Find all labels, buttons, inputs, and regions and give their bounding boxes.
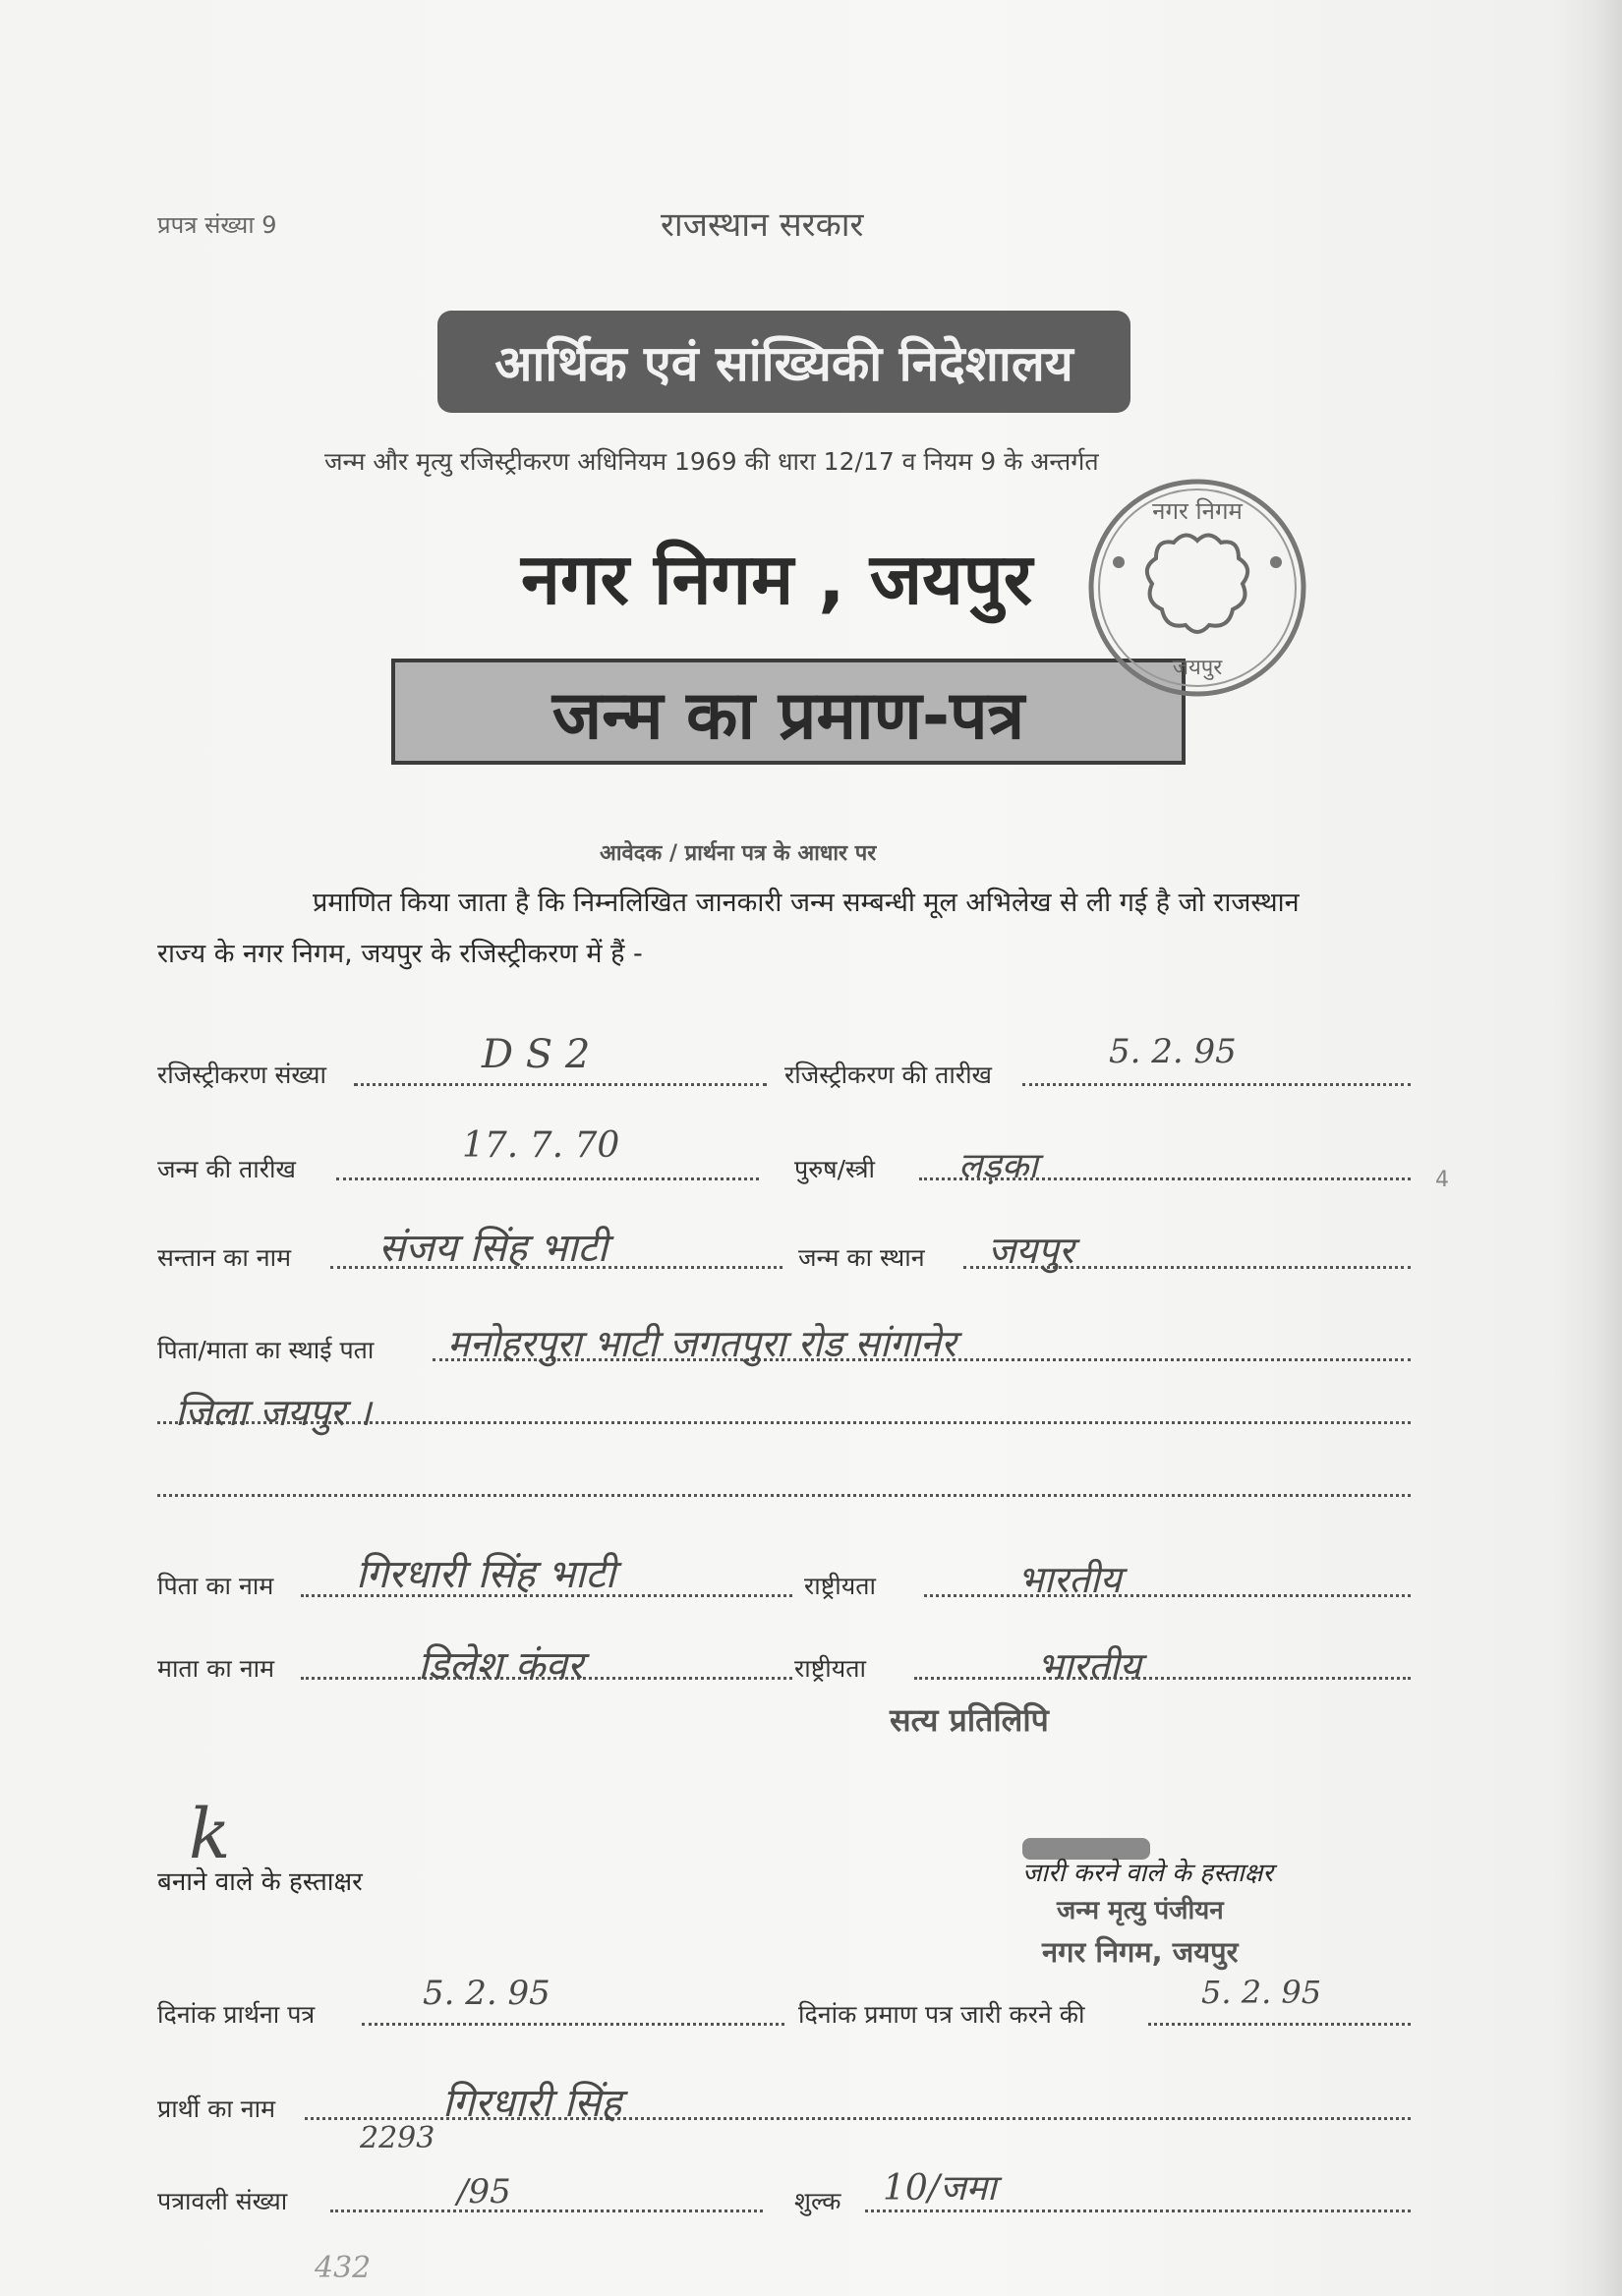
mother-nationality-label: राष्ट्रीयता	[794, 1654, 867, 1683]
file-no-line	[330, 2210, 763, 2212]
issuer-designation: जन्म मृत्यु पंजीयन	[1057, 1896, 1224, 1925]
mother-value: डिलेश कंवर	[418, 1643, 584, 1689]
file-no-value-top: 2293	[360, 2121, 435, 2155]
certificate-title: जन्म का प्रमाण-पत्र	[391, 659, 1186, 765]
father-label: पिता का नाम	[157, 1572, 274, 1600]
reg-date-label: रजिस्ट्रीकरण की तारीख	[784, 1061, 992, 1089]
file-no-value-bottom: /95	[457, 2172, 511, 2211]
child-name-value: संजय सिंह भाटी	[378, 1226, 608, 1271]
sex-label: पुरुष/स्त्री	[794, 1155, 876, 1183]
maker-signature-mark: k	[189, 1794, 231, 1874]
corporation-title: नगर निगम , जयपुर	[521, 538, 1033, 620]
birth-place-value: जयपुर	[988, 1229, 1074, 1272]
mother-nationality-line	[914, 1677, 1411, 1680]
app-date-value: 5. 2. 95	[423, 1974, 550, 2013]
seal-icon	[1081, 472, 1313, 704]
directorate-banner: आर्थिक एवं सांख्यिकी निदेशालय	[437, 311, 1130, 413]
act-reference: जन्म और मृत्यु रजिस्ट्रीकरण अधिनियम 1969 की धारा 12/17 व नियम 9 के अन्तर्गत	[324, 447, 1099, 476]
issue-date-label: दिनांक प्रमाण पत्र जारी करने की	[798, 2000, 1085, 2029]
dob-value: 17. 7. 70	[462, 1125, 620, 1166]
corporation-seal	[1081, 472, 1313, 704]
smudged-line: आवेदक / प्रार्थना पत्र के आधार पर	[600, 841, 877, 866]
reg-date-line	[1022, 1083, 1411, 1086]
reg-no-line	[354, 1083, 767, 1086]
sex-value: लड़का	[958, 1146, 1038, 1186]
address-value-2: जिला जयपुर ।	[175, 1391, 372, 1434]
mother-nationality-value: भारतीय	[1037, 1644, 1141, 1688]
seal-text-top: नगर निगम	[1152, 497, 1243, 525]
fee-label: शुल्क	[794, 2187, 841, 2215]
applicant-label: प्रार्थी का नाम	[157, 2095, 276, 2123]
mother-label: माता का नाम	[157, 1654, 275, 1683]
margin-mark-4: 4	[1435, 1168, 1449, 1192]
seal-text-bottom: जयपुर	[1172, 656, 1223, 680]
issuer-office: नगर निगम, जयपुर	[1042, 1935, 1239, 1969]
bottom-number: 432	[315, 2251, 372, 2285]
reg-date-value: 5. 2. 95	[1109, 1032, 1237, 1071]
maker-signature-label: बनाने वाले के हस्ताक्षर	[157, 1867, 363, 1897]
father-nationality-line	[924, 1594, 1411, 1597]
dob-line	[336, 1177, 759, 1180]
statement-line-1: प्रमाणित किया जाता है कि निम्नलिखित जानकारी जन्म सम्बन्धी मूल अभिलेख से ली गई है जो राजस्थान	[313, 888, 1300, 918]
child-name-label: सन्तान का नाम	[157, 1243, 292, 1272]
form-number: प्रपत्र संख्या 9	[157, 211, 277, 239]
father-nationality-label: राष्ट्रीयता	[804, 1572, 877, 1600]
address-value-1: मनोहरपुरा भाटी जगतपुरा रोड सांगानेर	[447, 1322, 956, 1365]
government-title: राजस्थान सरकार	[661, 205, 864, 245]
applicant-value: गिरधारी सिंह	[442, 2081, 622, 2126]
file-no-label: पत्रावली संख्या	[157, 2187, 288, 2215]
fee-value: 10/जमा	[883, 2168, 997, 2209]
app-date-line	[362, 2023, 784, 2026]
app-date-label: दिनांक प्रार्थना पत्र	[157, 2000, 316, 2029]
father-value: गिरधारी सिंह भाटी	[356, 1552, 615, 1597]
issuer-signature-label: जारी करने वाले के हस्ताक्षर	[1022, 1859, 1274, 1888]
address-line-3	[157, 1494, 1411, 1497]
issue-date-value: 5. 2. 95	[1201, 1974, 1322, 2011]
reg-no-value: D S 2	[482, 1032, 591, 1077]
birth-place-label: जन्म का स्थान	[798, 1243, 925, 1272]
father-nationality-value: भारतीय	[1017, 1558, 1122, 1601]
dob-label: जन्म की तारीख	[157, 1155, 296, 1183]
true-copy-stamp: सत्य प्रतिलिपि	[890, 1701, 1049, 1739]
reg-no-label: रजिस्ट्रीकरण संख्या	[157, 1061, 326, 1089]
page-edge-shadow	[1553, 0, 1622, 2296]
address-label: पिता/माता का स्थाई पता	[157, 1336, 375, 1364]
issue-date-line	[1148, 2023, 1411, 2026]
statement-line-2: राज्य के नगर निगम, जयपुर के रजिस्ट्रीकरण में हैं -	[157, 939, 643, 969]
